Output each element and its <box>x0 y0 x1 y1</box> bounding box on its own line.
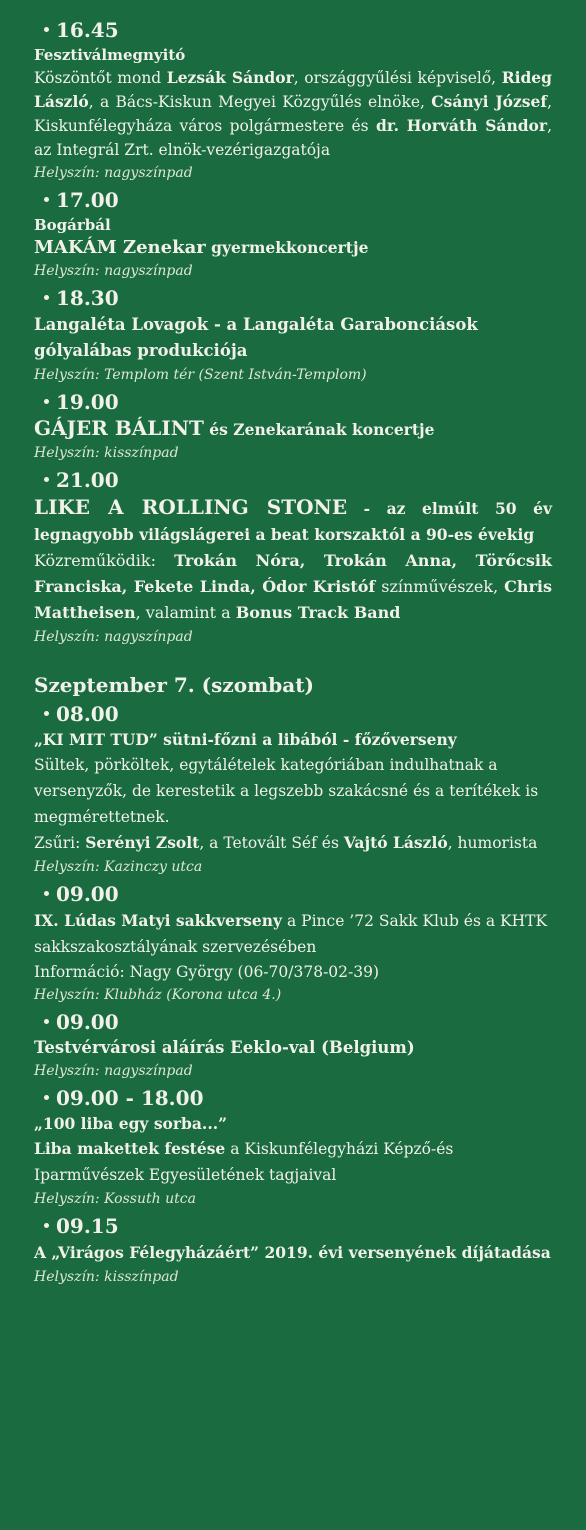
event-0800 <box>34 700 552 878</box>
event-title: A „Virágos Félegyházáért” 2019. évi versenyének díjátadása <box>34 1243 551 1262</box>
event-time: 08.00 <box>44 700 552 728</box>
event-time: 16.45 <box>44 16 552 44</box>
bullet-icon <box>44 711 49 716</box>
event-venue: Helyszín: Klubház (Korona utca 4.) <box>34 987 282 1003</box>
bullet-icon <box>44 1019 49 1024</box>
event-0900-chess <box>34 880 552 1006</box>
event-title: Bogárbál <box>34 216 111 234</box>
bullet-icon <box>44 477 49 482</box>
event-title: Fesztiválmegnyitó <box>34 46 186 64</box>
event-venue: Helyszín: Kossuth utca <box>34 1191 196 1207</box>
event-1645 <box>34 16 552 184</box>
event-title: LIKE A ROLLING STONE - az elmúlt 50 év legnagyobb világslágerei a beat korszaktól a 90-es évekig <box>34 495 553 544</box>
bullet-icon <box>44 295 49 300</box>
day-heading: Szeptember 7. (szombat) <box>34 673 314 697</box>
event-time: 09.00 <box>44 1008 552 1036</box>
event-time: 09.15 <box>44 1212 552 1240</box>
event-venue: Helyszín: nagyszínpad <box>34 263 193 279</box>
event-time: 09.00 - 18.00 <box>44 1084 552 1112</box>
event-info: Információ: Nagy György (06-70/378-02-39) <box>34 963 380 981</box>
bullet-icon <box>44 197 49 202</box>
event-time: 09.00 <box>44 880 552 908</box>
event-1830 <box>34 284 552 386</box>
event-title: Langaléta Lovagok - a Langaléta Garabonciások gólyalábas produkciója <box>34 315 478 360</box>
event-subtitle: Liba makettek festése a Kiskunfélegyházi Képző-és Iparművészek Egyesületének tagjaival <box>34 1139 454 1184</box>
event-credits: Közreműködik: Trokán Nóra, Trokán Anna, Törőcsik Franciska, Fekete Linda, Ódor Kristóf színművészek, Chris Mattheisen, valamint a Bonus Track Band <box>34 551 553 622</box>
event-venue: Helyszín: nagyszínpad <box>34 165 193 181</box>
bullet-icon <box>44 1223 49 1228</box>
event-1900 <box>34 388 552 464</box>
event-description: Sültek, pörköltek, egytálételek kategóriában indulhatnak a versenyzők, de kerestetik a legszebb szakácsné és a terítékek is megmérettetnek. <box>34 756 539 826</box>
event-0915 <box>34 1212 552 1288</box>
event-1700 <box>34 186 552 282</box>
event-title: „KI MIT TUD” sütni-főzni a libából - főzőverseny <box>34 730 457 749</box>
event-title: IX. Lúdas Matyi sakkverseny a Pince ’72 Sakk Klub és a KHTK sakkszakosztályának szervezésében <box>34 911 548 956</box>
event-0900-1800 <box>34 1084 552 1210</box>
event-time: 19.00 <box>44 388 552 416</box>
event-subtitle: MAKÁM Zenekar gyermekkoncertje <box>34 237 369 258</box>
event-time: 21.00 <box>44 466 552 494</box>
event-title: Testvérvárosi aláírás Eeklo-val (Belgium) <box>34 1038 415 1057</box>
event-title: „100 liba egy sorba...” <box>34 1114 228 1133</box>
bullet-icon <box>44 399 49 404</box>
event-venue: Helyszín: Kazinczy utca <box>34 859 203 875</box>
event-venue: Helyszín: kisszínpad <box>34 1269 179 1285</box>
event-venue: Helyszín: kisszínpad <box>34 445 179 461</box>
event-description: Köszöntőt mond Lezsák Sándor, országgyűlési képviselő, Rideg László, a Bács-Kiskun Megyei Közgyűlés elnöke, Csányi József, Kiskunfélegyháza város polgármestere és dr. Horváth Sándor, az Integrál Zrt. elnök-vezérigazgatója <box>34 68 552 159</box>
event-venue: Helyszín: nagyszínpad <box>34 1063 193 1079</box>
event-time: 18.30 <box>44 284 552 312</box>
event-venue: Helyszín: Templom tér (Szent István-Templom) <box>34 367 367 383</box>
event-jury: Zsűri: Serényi Zsolt, a Tetovált Séf és Vajtó László, humorista <box>34 833 538 852</box>
event-0900-twin-city <box>34 1008 552 1082</box>
bullet-icon <box>44 891 49 896</box>
event-time: 17.00 <box>44 186 552 214</box>
event-venue: Helyszín: nagyszínpad <box>34 629 193 645</box>
bullet-icon <box>44 1095 49 1100</box>
bullet-icon <box>44 27 49 32</box>
event-2100 <box>34 466 552 648</box>
event-title: GÁJER BÁLINT és Zenekarának koncertje <box>34 416 435 440</box>
